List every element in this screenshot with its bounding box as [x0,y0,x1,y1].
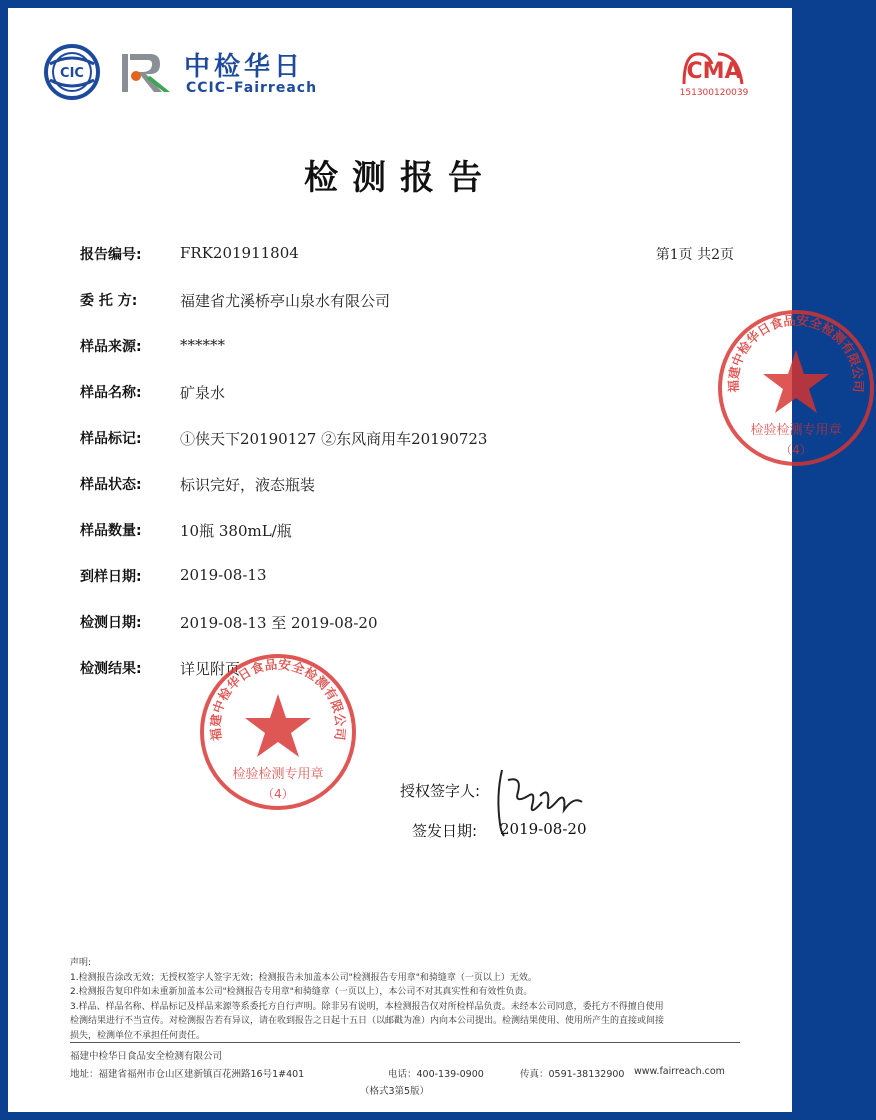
field-value: ①侠天下20190127 ②东风商用车20190723 [180,430,488,448]
seal-partial-ring-text: 福建中检华日食品安全检测有限公司 [725,312,867,393]
seal-partial-number: （4） [780,443,812,457]
official-seal [198,652,358,812]
field-label: 样品名称: [80,385,142,401]
cma-mark-text: CMA [686,59,742,84]
page-info: 第1页 共2页 [655,247,734,263]
statement-line: 1.检测报告涂改无效；无授权签字人签字无效；检测报告未加盖本公司"检测报告专用章"和骑缝章（一页以上）无效。 [70,972,537,983]
field-value: 2019-08-13 [180,566,267,584]
cic-logo-text: CIC [60,66,84,81]
field-value: ****** [180,336,225,354]
field-label: 样品来源: [80,339,142,355]
field-label: 样品数量: [80,523,142,539]
seal-number: （4） [262,787,294,801]
footer-divider [70,1042,740,1043]
seal-partial-star-icon [763,350,829,413]
field-label: 检测日期: [80,615,142,631]
field-value: 10瓶 380mL/瓶 [180,522,292,540]
statement-line: 检测结果进行不当宣传。对检测报告若有异议，请在收到报告之日起十五日（以邮戳为准）内向本公司提出。检测结果使用、使用所产生的直接或间接 [70,1016,665,1026]
field-label: 样品状态: [80,477,142,493]
footer-website: www.fairreach.com [634,1066,725,1077]
footer-company: 福建中检华日食品安全检测有限公司 [70,1051,223,1062]
brand-name-en: CCIC–Fairreach [186,80,318,96]
footer-address: 地址：福建省福州市仓山区建新镇百花洲路16号1#401 [70,1069,305,1080]
field-value: FRK201911804 [180,244,299,262]
statement-line: 2.检测报告复印件如未重新加盖本公司"检测报告专用章"和骑缝章（一页以上），本公司不对其真实性和有效性负责。 [70,987,533,997]
footer-phone: 电话：400-139-0900 [388,1069,484,1080]
seal-star-icon [245,694,311,757]
field-value: 标识完好，液态瓶装 [180,476,316,494]
statement-block [70,956,740,1043]
field-label: 委 托 方: [80,293,138,309]
field-value: 2019-08-13 至 2019-08-20 [180,614,378,632]
report-page [8,8,867,1112]
seal-partial [716,308,876,468]
field-label: 样品标记: [80,431,142,447]
cma-number: 151300120039 [679,88,749,98]
issue-date-label: 签发日期: [412,822,478,840]
fairreach-logo-icon [120,52,172,94]
field-value: 详见附页 [180,660,241,678]
authorized-signatory-label: 授权签字人: [400,782,481,800]
field-label: 报告编号: [80,247,142,263]
field-label: 到样日期: [80,569,142,585]
cma-mark-icon [678,48,748,88]
seal-ring-text: 福建中检华日食品安全检测有限公司 [207,656,349,742]
statement-line: 3.样品、样品名称、样品标记及样品来源等系委托方自行声明。除非另有说明，本检测报告仅对所检样品负责。未经本公司同意，委托方不得擅自使用 [70,1001,664,1012]
brand-name-cn: 中检华日 [184,52,305,82]
footer-fax: 传真：0591-38132900 [520,1069,625,1080]
statement-heading: 声明: [70,958,92,968]
statement-line: 损失，检测单位不承担任何责任。 [70,1030,206,1041]
cic-logo-icon [44,44,100,100]
field-value: 福建省尤溪桥亭山泉水有限公司 [180,292,391,310]
report-title: 检测报告 [304,158,496,198]
field-label: 检测结果: [80,661,142,677]
seal-inner-text: 检验检测专用章 [232,767,324,782]
field-value: 矿泉水 [180,384,226,402]
footer-format: （格式3第5版） [360,1086,430,1097]
issue-date: 2019-08-20 [500,820,587,838]
seal-partial-inner-text: 检验检测专用章 [750,423,842,438]
